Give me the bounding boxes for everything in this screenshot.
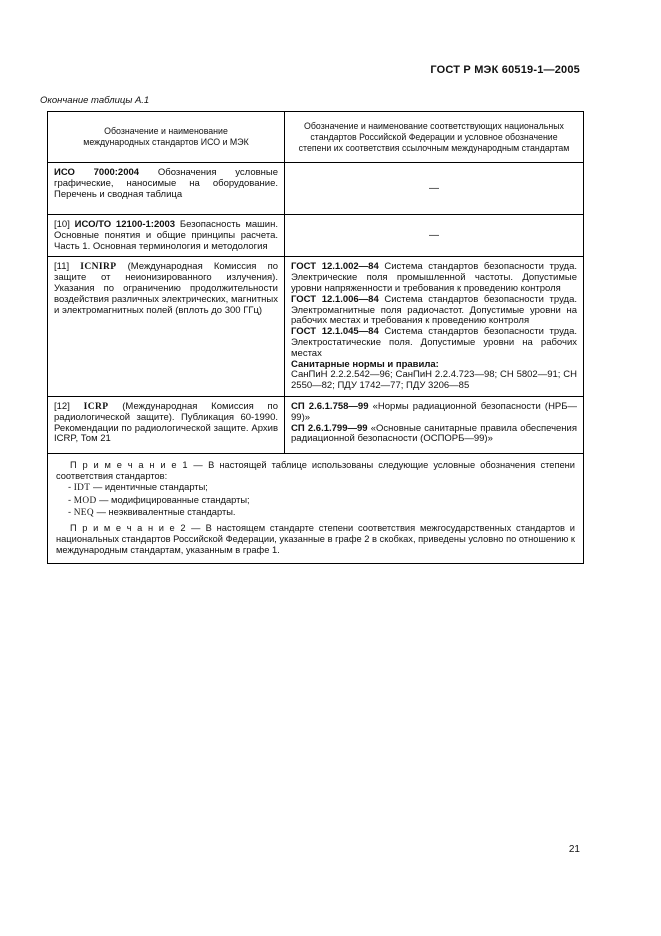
standard-code: ICRP <box>83 401 109 412</box>
cell-iso-7000 <box>48 163 285 215</box>
table-notes-row <box>48 453 584 563</box>
header-line: Обозначение и наименование соответствующих национальных <box>304 120 564 131</box>
header-line: стандартов Российской Федерации и условное обозначение <box>310 131 558 142</box>
table-row <box>48 215 584 257</box>
standard-entry <box>54 168 278 200</box>
table-row <box>48 396 584 453</box>
standard-title: Безопасность машин. Основные понятия и общие принципы расчета. Часть 1. Основная терминология и методология <box>54 219 278 252</box>
standard-title: (Международная Комиссия по защите от неионизированного излучения). Указания по ограничению продолжительности воздействия различных электрических, магнитных и электромагнитных полей (вплоть до 300 ГГц) <box>54 261 278 316</box>
cell-no-equivalent: — <box>285 215 584 257</box>
standard-entry <box>291 370 577 392</box>
standards-correspondence-table <box>47 111 584 564</box>
standard-entry: [11] ICNIRP (Международная Комиссия по защите от неионизированного излучения). Указания по ограничению продолжительности воздействия различных электрических, магнитных и электромагнитных полей (вплоть до 300 ГГц) <box>54 261 278 316</box>
note-2-text: В настоящем стандарте степени соответствия межгосударственных стандартов и национальных стандартов Российской Федерации, указанные в графе 2 в скобках, приведены условно по отношению к международным стандартам, указанным в графе 1. <box>56 522 576 556</box>
standard-title: (Международная Комиссия по радиологической защите). Публикация 60-1990. Рекомендации по радиологической защите. Архив ICRP, Том 21 <box>54 400 278 445</box>
cell-icnirp-national <box>285 257 584 397</box>
standard-code: СП 2.6.1.758—99 <box>291 400 369 412</box>
table-row <box>48 257 584 397</box>
note-list-item-mod: - MOD — модифицированные стандарты; <box>68 494 250 506</box>
abbr-neq: NEQ <box>73 507 94 518</box>
standard-entry: СП 2.6.1.758—99 «Нормы радиационной безопасности (НРБ—99)» <box>291 400 577 423</box>
header-cell-international-standards <box>48 112 285 163</box>
abbr-idt: IDT <box>73 483 91 494</box>
note-1-text: В настоящей таблице использованы следующие условные обозначения степени соответствия стандартов: <box>56 459 576 482</box>
standard-title: Обозначения условные графические, наносимые на оборудование. Перечень и сводная таблица <box>54 167 279 200</box>
cell-icnirp <box>48 257 285 397</box>
table-caption: Окончание таблицы А.1 <box>40 95 150 106</box>
standard-code: ГОСТ 12.1.045—84 <box>291 326 379 338</box>
sanitary-norms-heading: Санитарные нормы и правила: <box>291 358 439 370</box>
table-header-row <box>48 112 584 163</box>
page-number: 21 <box>568 844 580 855</box>
document-code-header: ГОСТ Р МЭК 60519-1—2005 <box>430 64 580 76</box>
abbr-mod: MOD <box>73 495 97 506</box>
cell-iso-to-12100 <box>48 215 285 257</box>
standard-entry: ГОСТ 12.1.006—84 Система стандартов безопасности труда. Электромагнитные поля радиочастот. Допустимые уровни на рабочих местах и требования к проведению контроля <box>291 293 577 327</box>
cell-no-equivalent: — <box>285 163 584 215</box>
standard-code: ИСО/ТО 12100-1:2003 <box>74 219 176 230</box>
header-line: международных стандартов ИСО и МЭК <box>83 137 249 147</box>
header-cell-national-standards <box>285 112 584 163</box>
header-line: степени их соответствия ссылочным международным стандартам <box>298 142 570 153</box>
note-list-item-neq: - NEQ — неэквивалентные стандарты. <box>68 506 236 518</box>
note-1 <box>56 460 575 482</box>
standard-code: ИСО 7000:2004 <box>54 167 140 178</box>
standard-entry: СП 2.6.1.799—99 «Основные санитарные правила обеспечения радиационной безопасности (ОСПОРБ—99)» <box>291 422 577 445</box>
standard-entry: [10] ИСО/ТО 12100-1:2003 Безопасность машин. Основные понятия и общие принципы расчета. Часть 1. Основная терминология и методология <box>54 219 278 252</box>
standard-entry: [12] ICRP (Международная Комиссия по радиологической защите). Публикация 60-1990. Рекомендации по радиологической защите. Архив ICRP, Том 21 <box>54 400 278 445</box>
standard-entry: ГОСТ 12.1.045—84 Система стандартов безопасности труда. Электростатические поля. Допустимые уровни на рабочих местах <box>291 326 577 359</box>
standard-code: ГОСТ 12.1.002—84 <box>291 261 379 273</box>
standard-code: СП 2.6.1.799—99 <box>291 422 368 434</box>
cell-icrp-national <box>285 396 584 453</box>
standard-code: ГОСТ 12.1.006—84 <box>291 293 379 305</box>
cell-icrp <box>48 396 285 453</box>
note-2-label: П р и м е ч а н и е 2 — <box>70 522 201 533</box>
note-2 <box>56 523 575 557</box>
note-1-label: П р и м е ч а н и е 1 — <box>70 459 204 470</box>
sanitary-norms-list: СанПиН 2.2.2.542—96; СанПиН 2.2.4.723—98; СН 5802—91; СН 2550—82; ПДУ 1742—77; ПДУ 3206—85 <box>291 369 577 392</box>
header-line: Обозначение и наименование <box>104 126 228 136</box>
note-list-item-idt: - IDT — идентичные стандарты; <box>68 482 208 494</box>
standard-code: ICNIRP <box>80 262 117 273</box>
table-row <box>48 163 584 215</box>
standard-entry: ГОСТ 12.1.002—84 Система стандартов безопасности труда. Электрические поля промышленной частоты. Допустимые уровни напряженности и требования к проведению контроля <box>291 261 577 294</box>
notes-cell <box>48 453 584 563</box>
